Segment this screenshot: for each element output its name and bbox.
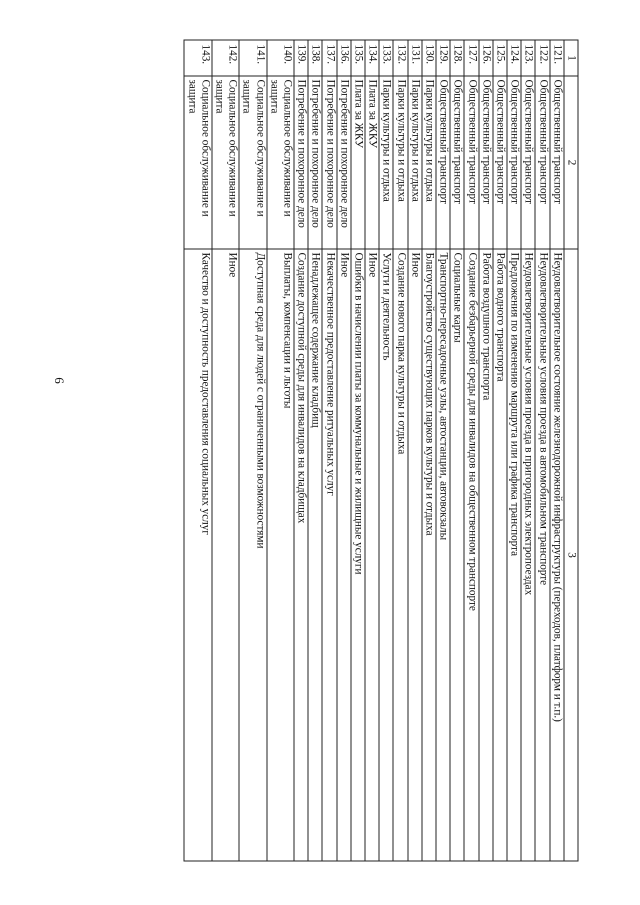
column-header: 3 [563, 249, 577, 861]
row-topic: Ненадлежащее содержание кладбищ [308, 249, 322, 861]
table-row [393, 40, 407, 861]
row-category: Общественный транспорт [521, 76, 535, 249]
topics-table [183, 39, 578, 861]
row-number: 134. [364, 40, 378, 76]
row-topic: Работа водного транспорта [492, 249, 506, 861]
row-topic: Доступная среда для людей с ограниченными возможностями [239, 249, 266, 861]
row-category: Социальное обслуживание и защита [211, 76, 238, 249]
row-topic: Создание доступной среды для инвалидов на кладбищах [293, 249, 307, 861]
row-category: Социальное обслуживание и защита [266, 76, 293, 249]
table-row [506, 40, 520, 861]
row-number: 129. [435, 40, 449, 76]
row-category: Общественный транспорт [535, 76, 549, 249]
row-category: Плата за ЖКУ [364, 76, 378, 249]
row-topic: Ошибки в начислении платы за коммунальные и жилищные услуги [350, 249, 364, 861]
row-category: Парки культуры и отдыха [379, 76, 393, 249]
row-number: 123. [521, 40, 535, 76]
table-row [521, 40, 535, 861]
row-category: Погребение и похоронное дело [336, 76, 350, 249]
row-number: 131. [407, 40, 421, 76]
row-topic: Благоустройство существующих парков культуры и отдыха [421, 249, 435, 861]
table-row [450, 40, 464, 861]
table-header-row [563, 40, 577, 861]
row-category: Социальное обслуживание и защита [184, 76, 211, 249]
row-number: 133. [379, 40, 393, 76]
row-category: Погребение и похоронное дело [308, 76, 322, 249]
table-row [535, 40, 549, 861]
row-category: Парки культуры и отдыха [407, 76, 421, 249]
row-topic: Социальные карты [450, 249, 464, 861]
table-body [184, 40, 563, 861]
table-row [336, 40, 350, 861]
rotated-page [94, 39, 578, 860]
row-topic: Иное [364, 249, 378, 861]
row-topic: Неудовлетворительные условия проезда в пригородных электропоездах [521, 249, 535, 861]
row-topic: Иное [407, 249, 421, 861]
table-row [364, 40, 378, 861]
row-number: 132. [393, 40, 407, 76]
row-topic: Некачественное предоставление ритуальных услуг [322, 249, 336, 861]
table-row [549, 40, 563, 861]
row-topic: Создание безбарьерной среды для инвалидов на общественном транспорте [464, 249, 478, 861]
row-number: 141. [239, 40, 266, 76]
row-number: 143. [184, 40, 211, 76]
row-topic: Качество и доступность предоставления социальных услуг [184, 249, 211, 861]
table-row [322, 40, 336, 861]
row-category: Плата за ЖКУ [350, 76, 364, 249]
row-number: 126. [478, 40, 492, 76]
column-header: 1 [563, 40, 577, 76]
row-topic: Иное [336, 249, 350, 861]
row-number: 140. [266, 40, 293, 76]
row-category: Общественный транспорт [435, 76, 449, 249]
row-category: Погребение и похоронное дело [322, 76, 336, 249]
row-category: Общественный транспорт [492, 76, 506, 249]
row-number: 142. [211, 40, 238, 76]
page-number: 6 [51, 377, 67, 384]
row-category: Общественный транспорт [549, 76, 563, 249]
row-category: Парки культуры и отдыха [421, 76, 435, 249]
row-category: Погребение и похоронное дело [293, 76, 307, 249]
row-category: Общественный транспорт [478, 76, 492, 249]
row-number: 138. [308, 40, 322, 76]
row-topic: Неудовлетворительные условия проезда в автомобильном транспорте [535, 249, 549, 861]
row-topic: Услуги и деятельность [379, 249, 393, 861]
table-row [239, 40, 266, 861]
row-category: Парки культуры и отдыха [393, 76, 407, 249]
table-row [478, 40, 492, 861]
table-row [293, 40, 307, 861]
row-number: 128. [450, 40, 464, 76]
row-number: 130. [421, 40, 435, 76]
table-row [407, 40, 421, 861]
row-number: 127. [464, 40, 478, 76]
row-topic: Выплаты, компенсации и льготы [266, 249, 293, 861]
row-topic: Неудовлетворительное состояние железнодорожной инфраструктуры (переходов, платформ и т.п.) [549, 249, 563, 861]
row-number: 136. [336, 40, 350, 76]
row-topic: Предложения по изменению маршрута или графика транспорта [506, 249, 520, 861]
row-category: Общественный транспорт [464, 76, 478, 249]
row-number: 139. [293, 40, 307, 76]
row-topic: Работа воздушного транспорта [478, 249, 492, 861]
row-category: Общественный транспорт [450, 76, 464, 249]
row-category: Социальное обслуживание и защита [239, 76, 266, 249]
table-row [308, 40, 322, 861]
row-number: 135. [350, 40, 364, 76]
row-number: 121. [549, 40, 563, 76]
row-number: 125. [492, 40, 506, 76]
column-header: 2 [563, 76, 577, 249]
table-row [266, 40, 293, 861]
table-row [435, 40, 449, 861]
table-row [350, 40, 364, 861]
row-number: 124. [506, 40, 520, 76]
table-row [464, 40, 478, 861]
table-row [492, 40, 506, 861]
row-topic: Создание нового парка культуры и отдыха [393, 249, 407, 861]
table-row [421, 40, 435, 861]
table-row [379, 40, 393, 861]
row-topic: Транспортно-пересадочные узлы, автостанции, автовокзалы [435, 249, 449, 861]
table-row [184, 40, 211, 861]
row-number: 122. [535, 40, 549, 76]
table-row [211, 40, 238, 861]
row-topic: Иное [211, 249, 238, 861]
row-category: Общественный транспорт [506, 76, 520, 249]
row-number: 137. [322, 40, 336, 76]
